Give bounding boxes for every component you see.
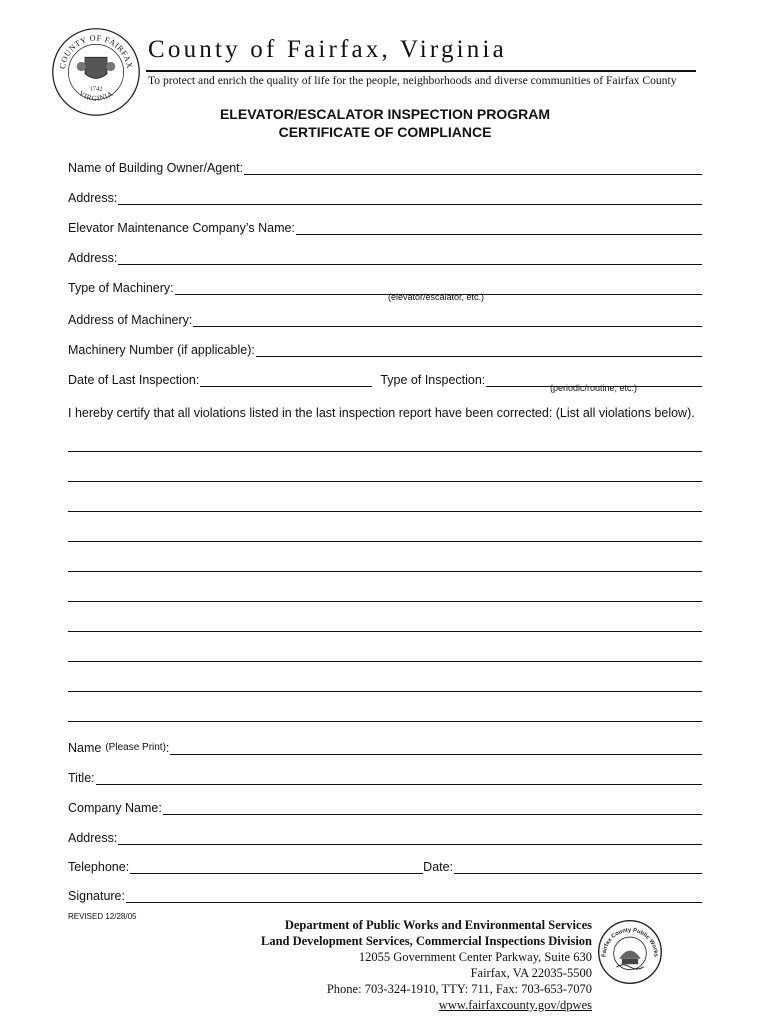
last-inspection-date-field[interactable] <box>200 373 372 387</box>
machinery-address-label: Address of Machinery: <box>68 313 193 327</box>
machinery-address-field[interactable] <box>193 313 702 327</box>
signer-address-row <box>68 825 702 845</box>
company-address-field[interactable] <box>118 251 702 265</box>
machinery-address-row <box>68 307 702 327</box>
county-title: County of Fairfax, Virginia <box>148 36 507 63</box>
last-inspection-date-label: Date of Last Inspection: <box>68 373 200 387</box>
svg-text:Fairfax County Public Works: Fairfax County Public Works <box>601 927 659 958</box>
owner-agent-row <box>68 155 702 175</box>
violation-line[interactable] <box>68 571 702 572</box>
owner-agent-field[interactable] <box>244 161 702 175</box>
violation-line[interactable] <box>68 601 702 602</box>
footer-department: Department of Public Works and Environmental Services <box>284 918 592 932</box>
signer-address-label: Address: <box>68 831 118 845</box>
signer-telephone-field[interactable] <box>130 860 423 874</box>
footer-division: Land Development Services, Commercial Inspections Division <box>260 934 592 948</box>
company-address-label: Address: <box>68 251 118 265</box>
maintenance-company-field[interactable] <box>296 221 702 235</box>
signer-signature-field[interactable] <box>126 889 702 903</box>
signer-date-field[interactable] <box>454 860 702 874</box>
footer-phone: Phone: 703-324-1910, TTY: 711, Fax: 703-653-7070 <box>326 982 592 996</box>
footer-website-link[interactable]: www.fairfaxcounty.gov/dpwes <box>438 998 592 1012</box>
signer-telephone-label: Telephone: <box>68 860 130 874</box>
dpwes-seal-logo <box>596 918 664 986</box>
machinery-number-label: Machinery Number (if applicable): <box>68 343 255 357</box>
signer-phone-date-row <box>68 854 702 874</box>
signer-company-field[interactable] <box>163 801 702 815</box>
signer-company-row <box>68 795 702 815</box>
svg-text:COUNTY OF FAIRFAX: COUNTY OF FAIRFAX <box>57 33 135 70</box>
violation-line[interactable] <box>68 691 702 692</box>
maintenance-company-row <box>68 215 702 235</box>
county-tagline: To protect and enrich the quality of life for the people, neighborhoods and diverse communities of Fairfax County <box>148 74 677 87</box>
machinery-number-row <box>68 337 702 357</box>
signer-title-label: Title: <box>68 771 95 785</box>
maintenance-company-label: Elevator Maintenance Company’s Name: <box>68 221 295 235</box>
svg-text:1742: 1742 <box>89 85 103 93</box>
form-title-line1: ELEVATOR/ESCALATOR INSPECTION PROGRAM <box>219 106 551 122</box>
inspection-type-label: Type of Inspection: <box>380 373 486 387</box>
machinery-number-field[interactable] <box>256 343 702 357</box>
machinery-type-hint: (elevator/escalator, etc.) <box>388 292 485 302</box>
header-divider <box>146 70 696 72</box>
form-title-line2: CERTIFICATE OF COMPLIANCE <box>278 124 492 140</box>
signer-name-label: Name <box>68 741 102 755</box>
machinery-type-row <box>68 275 702 295</box>
owner-address-field[interactable] <box>118 191 702 205</box>
violation-line[interactable] <box>68 631 702 632</box>
violation-line[interactable] <box>68 541 702 542</box>
violation-line[interactable] <box>68 661 702 662</box>
certify-statement: I hereby certify that all violations listed in the last inspection report have been corrected: (List all violations below). <box>68 406 695 420</box>
signer-name-row <box>68 735 702 755</box>
svg-text:VIRGINIA: VIRGINIA <box>77 88 115 103</box>
inspection-type-hint: (periodic/routine, etc.) <box>550 383 638 393</box>
signer-title-row <box>68 765 702 785</box>
owner-address-row <box>68 185 702 205</box>
signer-signature-label: Signature: <box>68 889 125 903</box>
owner-agent-label: Name of Building Owner/Agent: <box>68 161 244 175</box>
signer-name-colon: : <box>165 741 170 755</box>
signer-address-field[interactable] <box>118 831 702 845</box>
company-address-row <box>68 245 702 265</box>
owner-address-label: Address: <box>68 191 118 205</box>
footer-address-block <box>261 917 592 1013</box>
county-seal-logo <box>50 26 142 118</box>
signer-signature-row <box>68 883 702 903</box>
signer-title-field[interactable] <box>96 771 702 785</box>
violation-line[interactable] <box>68 721 702 722</box>
signer-name-field[interactable] <box>170 741 702 755</box>
machinery-type-label: Type of Machinery: <box>68 281 174 295</box>
signer-company-label: Company Name: <box>68 801 162 815</box>
violation-line[interactable] <box>68 451 702 452</box>
violation-line[interactable] <box>68 481 702 482</box>
signer-date-label: Date: <box>423 860 454 874</box>
revision-date: REVISED 12/28/05 <box>68 912 137 921</box>
signer-name-hint: (Please Print) <box>105 742 166 753</box>
footer-city: Fairfax, VA 22035-5500 <box>470 966 592 980</box>
footer-street: 12055 Government Center Parkway, Suite 630 <box>358 950 592 964</box>
violation-line[interactable] <box>68 511 702 512</box>
